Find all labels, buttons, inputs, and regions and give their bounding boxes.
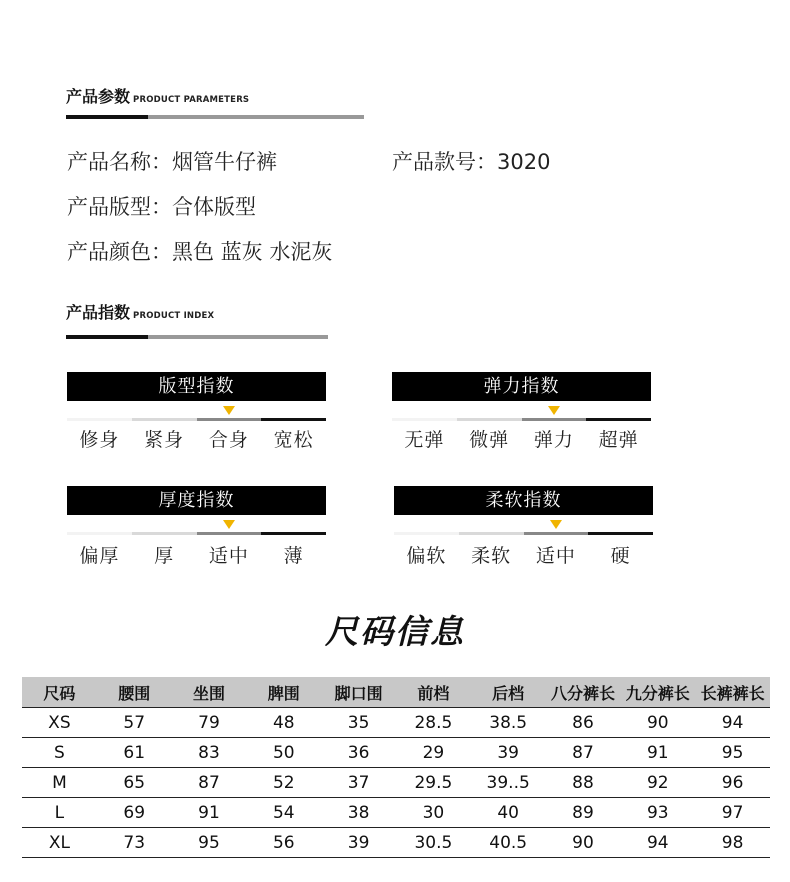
table-cell: 73 [97,828,172,858]
softness-index-title: 柔软指数 [394,486,653,515]
table-cell: 30.5 [396,828,471,858]
product-name: 产品名称：烟管牛仔裤 [67,150,277,174]
table-cell: 52 [246,768,321,798]
fit-index-label: 合身 [208,429,249,451]
table-row [22,798,770,828]
softness-index-marker [550,520,562,529]
params-underline-light [148,115,364,119]
product-fit: 产品版型：合体版型 [67,195,256,219]
index-underline-light [148,335,328,339]
table-cell: 40 [471,798,546,828]
table-row [22,828,770,858]
stretch-index-label: 无弹 [404,429,445,451]
table-cell: 39 [321,828,396,858]
fit-index-panel [67,372,326,452]
size-table [22,677,770,858]
table-cell: XS [22,708,97,738]
fit-index-label: 宽松 [273,429,314,451]
table-cell: L [22,798,97,828]
table-cell: 90 [546,828,621,858]
softness-index-panel [394,486,653,568]
fit-index-labels [67,425,326,452]
stretch-index-marker [548,406,560,415]
stretch-index-labels [392,425,651,452]
size-table-header: 坐围 [172,677,247,708]
thickness-index-panel [67,486,326,568]
table-cell: 35 [321,708,396,738]
params-section-title: 产品参数 [66,87,131,106]
table-cell: 29.5 [396,768,471,798]
params-underline-dark [66,115,148,119]
size-table-header: 后档 [471,677,546,708]
table-cell: 50 [246,738,321,768]
table-cell: 38.5 [471,708,546,738]
table-cell: S [22,738,97,768]
size-table-header-row [22,677,770,708]
table-cell: 40.5 [471,828,546,858]
stretch-index-label: 微弹 [469,429,510,451]
thickness-index-label: 适中 [208,545,249,567]
table-cell: 96 [695,768,770,798]
table-cell: 56 [246,828,321,858]
softness-index-labels [394,541,653,568]
size-table-header: 尺码 [22,677,97,708]
thickness-index-labels [67,541,326,568]
thickness-index-scale [67,532,326,535]
fit-index-label: 紧身 [144,429,185,451]
table-cell: 97 [695,798,770,828]
table-cell: 90 [620,708,695,738]
index-section-title: 产品指数 [66,303,131,322]
product-colors: 产品颜色：黑色 蓝灰 水泥灰 [67,240,333,264]
table-cell: 54 [246,798,321,828]
table-cell: 95 [695,738,770,768]
table-cell: 87 [172,768,247,798]
product-style-no: 产品款号：3020 [392,150,551,174]
table-cell: 30 [396,798,471,828]
table-cell: 91 [172,798,247,828]
table-cell: 79 [172,708,247,738]
table-cell: 95 [172,828,247,858]
table-cell: 69 [97,798,172,828]
table-cell: 88 [546,768,621,798]
table-cell: 65 [97,768,172,798]
stretch-index-label: 超弹 [598,429,639,451]
softness-index-scale [394,532,653,535]
softness-index-label: 偏软 [406,545,447,567]
thickness-index-title: 厚度指数 [67,486,326,515]
table-row [22,708,770,738]
table-cell: 92 [620,768,695,798]
softness-index-label: 适中 [535,545,576,567]
size-table-header: 长裤裤长 [695,677,770,708]
size-info-title: 尺码信息 [325,612,465,651]
stretch-index-scale [392,418,651,421]
softness-index-label: 硬 [610,545,631,567]
thickness-index-label: 薄 [283,545,304,567]
params-section-header [66,84,249,107]
table-cell: 28.5 [396,708,471,738]
table-cell: 36 [321,738,396,768]
table-cell: 38 [321,798,396,828]
table-row [22,738,770,768]
table-cell: 86 [546,708,621,738]
table-cell: 91 [620,738,695,768]
table-cell: 57 [97,708,172,738]
table-cell: 29 [396,738,471,768]
table-cell: 93 [620,798,695,828]
fit-index-scale [67,418,326,421]
stretch-index-title: 弹力指数 [392,372,651,401]
thickness-index-label: 偏厚 [79,545,120,567]
stretch-index-label: 弹力 [533,429,574,451]
size-table-header: 八分裤长 [546,677,621,708]
stretch-index-panel [392,372,651,452]
index-underline-dark [66,335,148,339]
table-cell: 48 [246,708,321,738]
table-cell: 83 [172,738,247,768]
size-table-header: 脚口围 [321,677,396,708]
table-cell: 89 [546,798,621,828]
params-section-subtitle: PRODUCT PARAMETERS [133,95,250,105]
table-cell: 61 [97,738,172,768]
thickness-index-marker [223,520,235,529]
softness-index-label: 柔软 [471,545,512,567]
fit-index-title: 版型指数 [67,372,326,401]
table-cell: 98 [695,828,770,858]
table-cell: XL [22,828,97,858]
table-cell: 94 [695,708,770,738]
size-table-header: 九分裤长 [620,677,695,708]
fit-index-marker [223,406,235,415]
size-table-header: 腰围 [97,677,172,708]
table-cell: 94 [620,828,695,858]
table-cell: 37 [321,768,396,798]
table-cell: 87 [546,738,621,768]
table-cell: 39..5 [471,768,546,798]
thickness-index-label: 厚 [154,545,175,567]
table-row [22,768,770,798]
table-cell: M [22,768,97,798]
fit-index-label: 修身 [79,429,120,451]
index-section-subtitle: PRODUCT INDEX [133,311,215,321]
index-section-header [66,300,214,323]
size-table-header: 脾围 [246,677,321,708]
size-table-header: 前档 [396,677,471,708]
table-cell: 39 [471,738,546,768]
